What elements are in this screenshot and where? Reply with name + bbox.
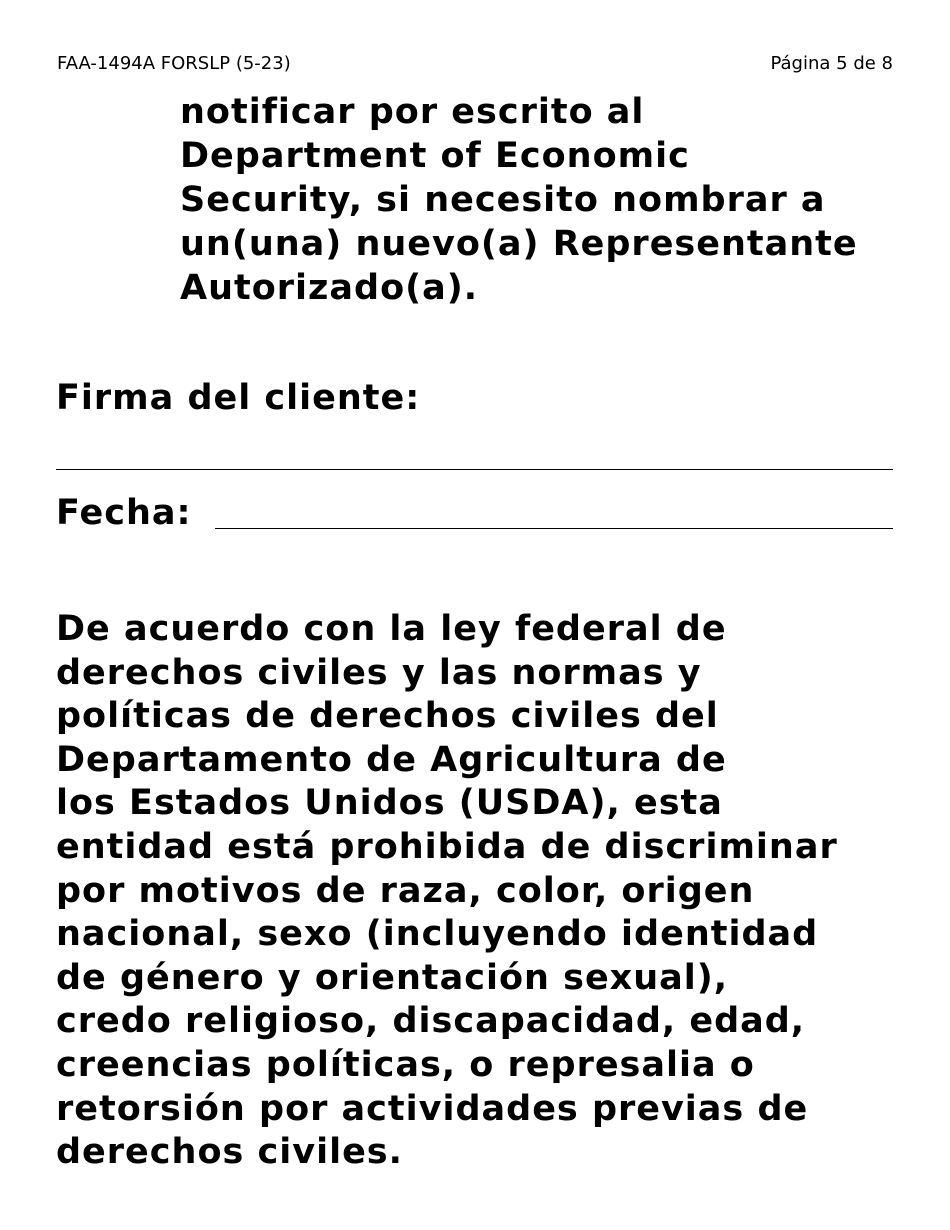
statement-line: Departamento de Agricultura de (56, 739, 727, 780)
client-signature-label: Firma del cliente: (56, 378, 421, 418)
statement-line: entidad está prohibida de discriminar (56, 826, 838, 867)
statement-line: credo religioso, discapacidad, edad, (56, 1001, 806, 1042)
statement-line: los Estados Unidos (USDA), esta (56, 783, 723, 824)
statement-line: nacional, sexo (incluyendo identidad (56, 914, 819, 955)
continuation-line: notificar por escrito al (180, 92, 645, 132)
continuation-line: un(una) nuevo(a) Representante (180, 224, 858, 264)
continuation-line: Security, si necesito nombrar a (180, 180, 826, 220)
page-number: Página 5 de 8 (770, 53, 893, 74)
statement-line: por motivos de raza, color, origen (56, 870, 755, 911)
continuation-paragraph (180, 90, 920, 310)
continuation-line: Autorizado(a). (180, 268, 479, 308)
statement-line: de género y orientación sexual), (56, 957, 729, 998)
statement-line: derechos civiles. (56, 1132, 403, 1173)
date-label: Fecha: (56, 493, 192, 533)
client-signature-line[interactable] (56, 469, 893, 470)
statement-line: De acuerdo con la ley federal de (56, 609, 727, 649)
statement-line: derechos civiles y las normas y (56, 652, 702, 693)
form-id: FAA-1494A FORSLP (5-23) (57, 53, 291, 74)
statement-line: creencias políticas, o represalia o (56, 1044, 755, 1085)
continuation-line: Department of Economic (180, 136, 690, 176)
statement-line: políticas de derechos civiles del (56, 696, 719, 737)
nondiscrimination-statement (56, 608, 916, 1175)
date-line[interactable] (215, 528, 893, 529)
statement-line: retorsión por actividades previas de (56, 1088, 809, 1129)
